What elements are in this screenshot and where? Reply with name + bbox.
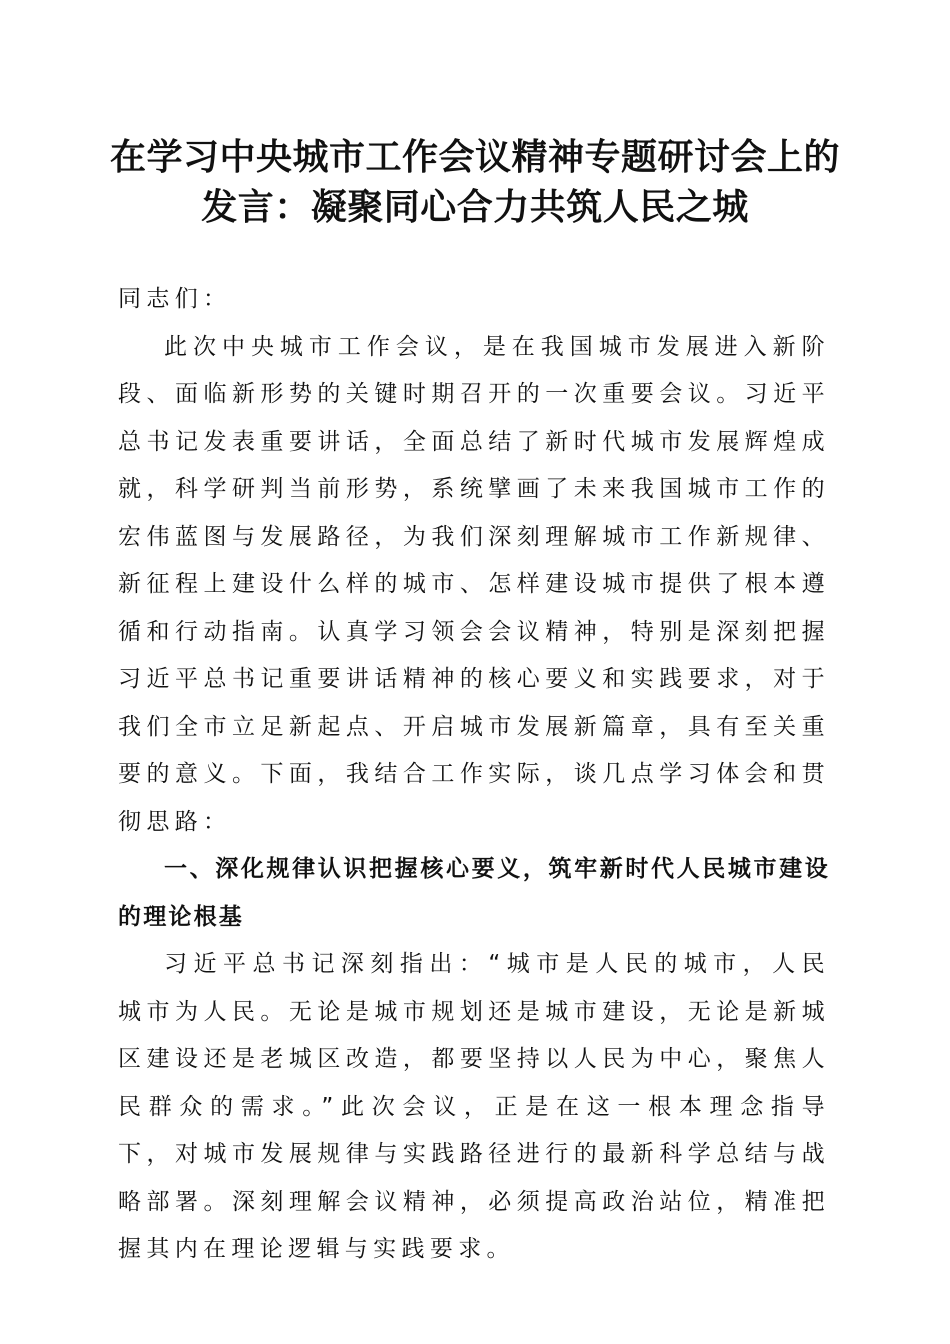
document-body [118, 276, 830, 1274]
title-line-1: 在学习中央城市工作会议精神专题研讨会上的 [109, 136, 840, 178]
paragraph-section-1: 习近平总书记深刻指出：“城市是人民的城市，人民城市为人民。无论是城市规划还是城市建设，无论是新城区建设还是老城区改造，都要坚持以人民为中心，聚焦人民群众的需求。”此次会议，正是在这一根本理念指导下，对城市发展规律与实践路径进行的最新科学总结与战略部署。深刻理解会议精神，必须提高政治站位，精准把握其内在理论逻辑与实践要求。 [118, 951, 830, 1262]
section-heading-1: 一、深化规律认识把握核心要义，筑牢新时代人民城市建设的理论根基 [118, 856, 830, 930]
title-line-2: 发言：凝聚同心合力共筑人民之城 [201, 186, 749, 228]
paragraph-intro: 此次中央城市工作会议，是在我国城市发展进入新阶段、面临新形势的关键时期召开的一次重要会议。习近平总书记发表重要讲话，全面总结了新时代城市发展辉煌成就，科学研判当前形势，系统擘画了未来我国城市工作的宏伟蓝图与发展路径，为我们深刻理解城市工作新规律、新征程上建设什么样的城市、怎样建设城市提供了根本遵循和行动指南。认真学习领会会议精神，特别是深刻把握习近平总书记重要讲话精神的核心要义和实践要求，对于我们全市立足新起点、开启城市发展新篇章，具有至关重要的意义。下面，我结合工作实际，谈几点学习体会和贯彻思路： [118, 333, 830, 835]
salutation: 同志们： [118, 286, 232, 312]
document-title [100, 132, 850, 232]
